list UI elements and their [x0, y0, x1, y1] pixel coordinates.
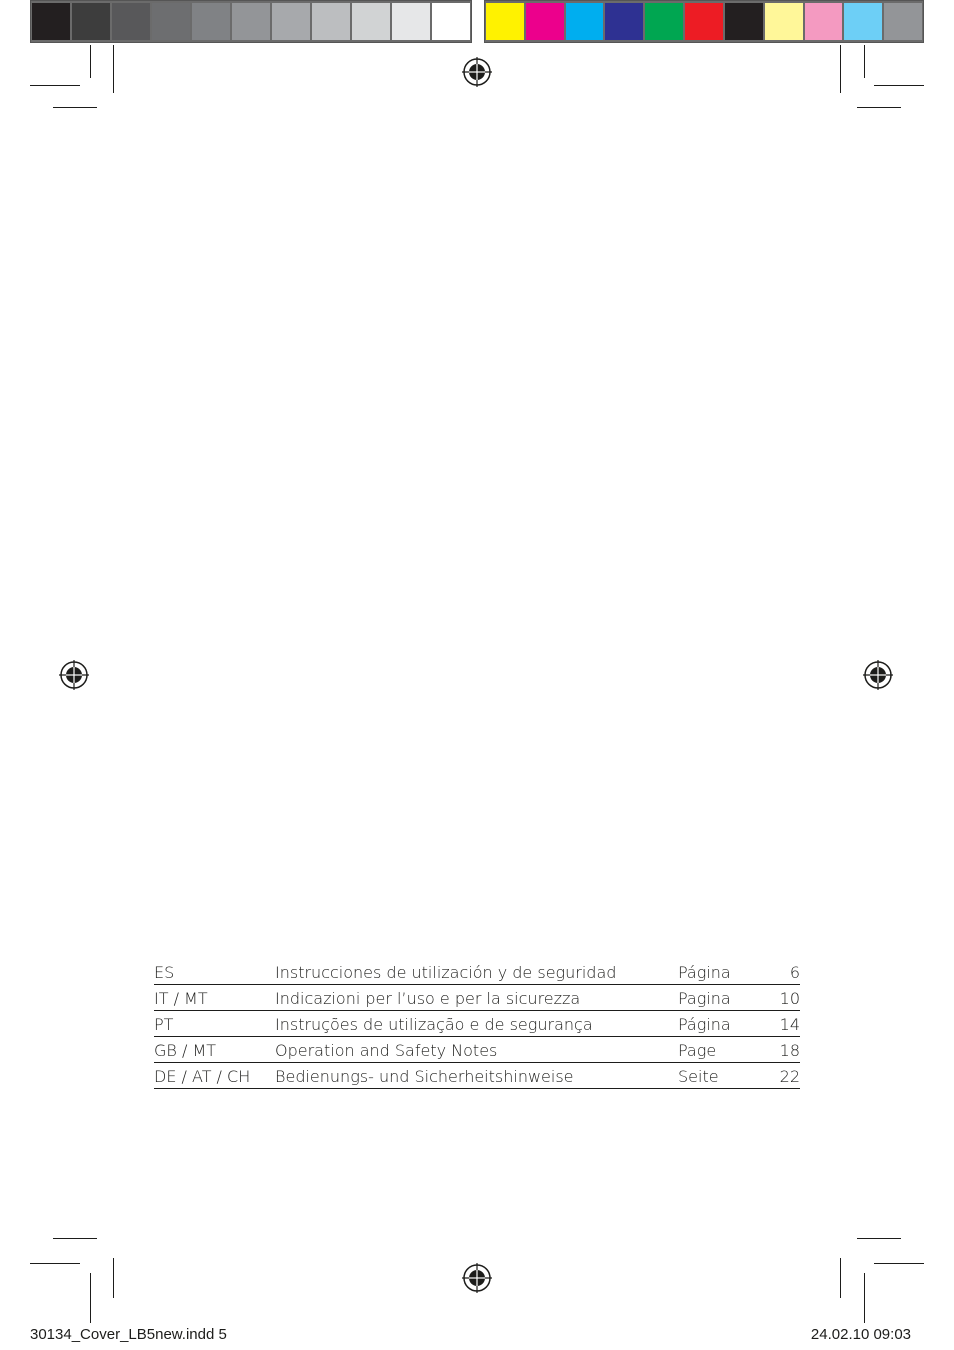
- toc-row: [154, 1064, 800, 1089]
- toc-title: Instruções de utilização e de segurança: [275, 1015, 593, 1034]
- color-swatch: [232, 3, 270, 40]
- registration-mark-icon: [863, 660, 893, 690]
- toc-page-number: 10: [779, 989, 800, 1008]
- toc-page-number: 14: [779, 1015, 800, 1034]
- color-swatch: [566, 3, 604, 40]
- toc-page-number: 22: [779, 1067, 800, 1086]
- toc-page-label: Page: [678, 1041, 717, 1060]
- toc-language-code: DE / AT / CH: [154, 1067, 251, 1086]
- toc-row: [154, 1038, 800, 1063]
- toc-language-code: ES: [154, 963, 175, 982]
- toc-row: [154, 960, 800, 985]
- toc-title: Bedienungs- und Sicherheitshinweise: [275, 1067, 574, 1086]
- slug-filename: 30134_Cover_LB5new.indd 5: [30, 1326, 227, 1343]
- toc-row: [154, 1012, 800, 1037]
- color-swatch: [32, 3, 70, 40]
- color-swatch: [526, 3, 564, 40]
- color-swatch: [152, 3, 190, 40]
- registration-mark-icon: [59, 660, 89, 690]
- color-swatch: [112, 3, 150, 40]
- color-swatch: [352, 3, 390, 40]
- color-swatch: [272, 3, 310, 40]
- toc-row: [154, 986, 800, 1011]
- color-swatch: [72, 3, 110, 40]
- color-swatch: [844, 3, 882, 40]
- process-color-bar: [484, 0, 924, 43]
- color-swatch: [192, 3, 230, 40]
- color-swatch: [685, 3, 723, 40]
- toc-language-code: GB / MT: [154, 1041, 217, 1060]
- color-swatch: [645, 3, 683, 40]
- toc-page-label: Página: [678, 1015, 731, 1034]
- toc-page-label: Página: [678, 963, 731, 982]
- registration-mark-icon: [462, 1263, 492, 1293]
- toc-page-label: Pagina: [678, 989, 731, 1008]
- toc-page-number: 18: [779, 1041, 800, 1060]
- toc-language-code: IT / MT: [154, 989, 208, 1008]
- color-swatch: [486, 3, 524, 40]
- color-swatch: [765, 3, 803, 40]
- grayscale-color-bar: [30, 0, 472, 43]
- toc-title: Operation and Safety Notes: [275, 1041, 498, 1060]
- color-swatch: [392, 3, 430, 40]
- color-swatch: [312, 3, 350, 40]
- toc-page-number: 6: [789, 963, 800, 982]
- table-of-contents: [154, 960, 800, 1090]
- registration-mark-icon: [462, 57, 492, 87]
- toc-page-label: Seite: [678, 1067, 719, 1086]
- color-swatch: [884, 3, 922, 40]
- color-swatch: [432, 3, 470, 40]
- color-swatch: [725, 3, 763, 40]
- slug-datetime: 24.02.10 09:03: [810, 1326, 911, 1343]
- color-swatch: [805, 3, 843, 40]
- toc-title: Indicazioni per l’uso e per la sicurezza: [275, 989, 581, 1008]
- color-swatch: [605, 3, 643, 40]
- toc-title: Instrucciones de utilización y de seguridad: [275, 963, 617, 982]
- toc-language-code: PT: [154, 1015, 174, 1034]
